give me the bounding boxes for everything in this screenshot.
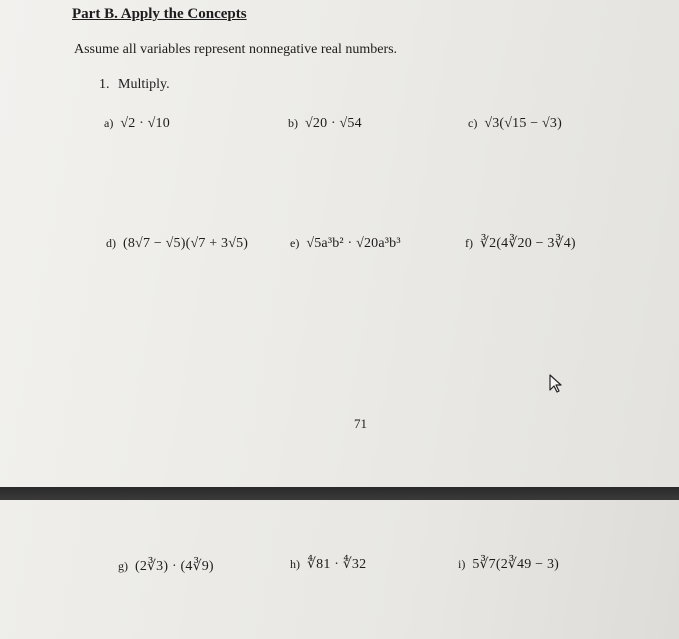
- problem-e: [290, 235, 401, 252]
- page-number: 71: [354, 416, 367, 431]
- problem-expression: √5a³b² · √20a³b³: [306, 236, 401, 251]
- problem-expression: √2 · √10: [120, 116, 170, 131]
- problem-label: a): [104, 116, 114, 130]
- page-divider: [0, 487, 679, 500]
- problem-label: d): [106, 236, 116, 250]
- problem-label: b): [288, 116, 298, 130]
- problem-label: g): [118, 559, 128, 573]
- problem-expression: (2∛3) · (4∛9): [135, 559, 214, 574]
- problem-a: [104, 115, 170, 132]
- problem-expression: 5∛7(2∛49 − 3): [472, 557, 560, 572]
- problem-b: [288, 115, 362, 132]
- problem-expression: ∛2(4∛20 − 3∛4): [480, 236, 576, 251]
- problem-expression: ∜81 · ∜32: [307, 557, 367, 572]
- mouse-pointer-icon: [548, 374, 564, 394]
- question-text: Multiply.: [118, 77, 170, 92]
- problem-label: c): [468, 116, 478, 130]
- problem-expression: (8√7 − √5)(√7 + 3√5): [123, 236, 249, 251]
- problem-i: [458, 556, 559, 573]
- problem-label: f): [465, 236, 473, 250]
- problem-label: h): [290, 557, 300, 571]
- question-number: 1.: [99, 77, 110, 92]
- problem-expression: √20 · √54: [305, 116, 362, 131]
- problem-c: [468, 115, 562, 132]
- problem-g: [118, 558, 214, 575]
- instructions-text: Assume all variables represent nonnegative real numbers.: [74, 42, 398, 57]
- part-title: Part B. Apply the Concepts: [72, 6, 247, 22]
- problem-d: [106, 235, 248, 252]
- problem-label: i): [458, 557, 466, 571]
- problem-h: [290, 556, 366, 573]
- problem-f: [465, 235, 576, 252]
- problem-label: e): [290, 236, 300, 250]
- problem-expression: √3(√15 − √3): [484, 116, 562, 131]
